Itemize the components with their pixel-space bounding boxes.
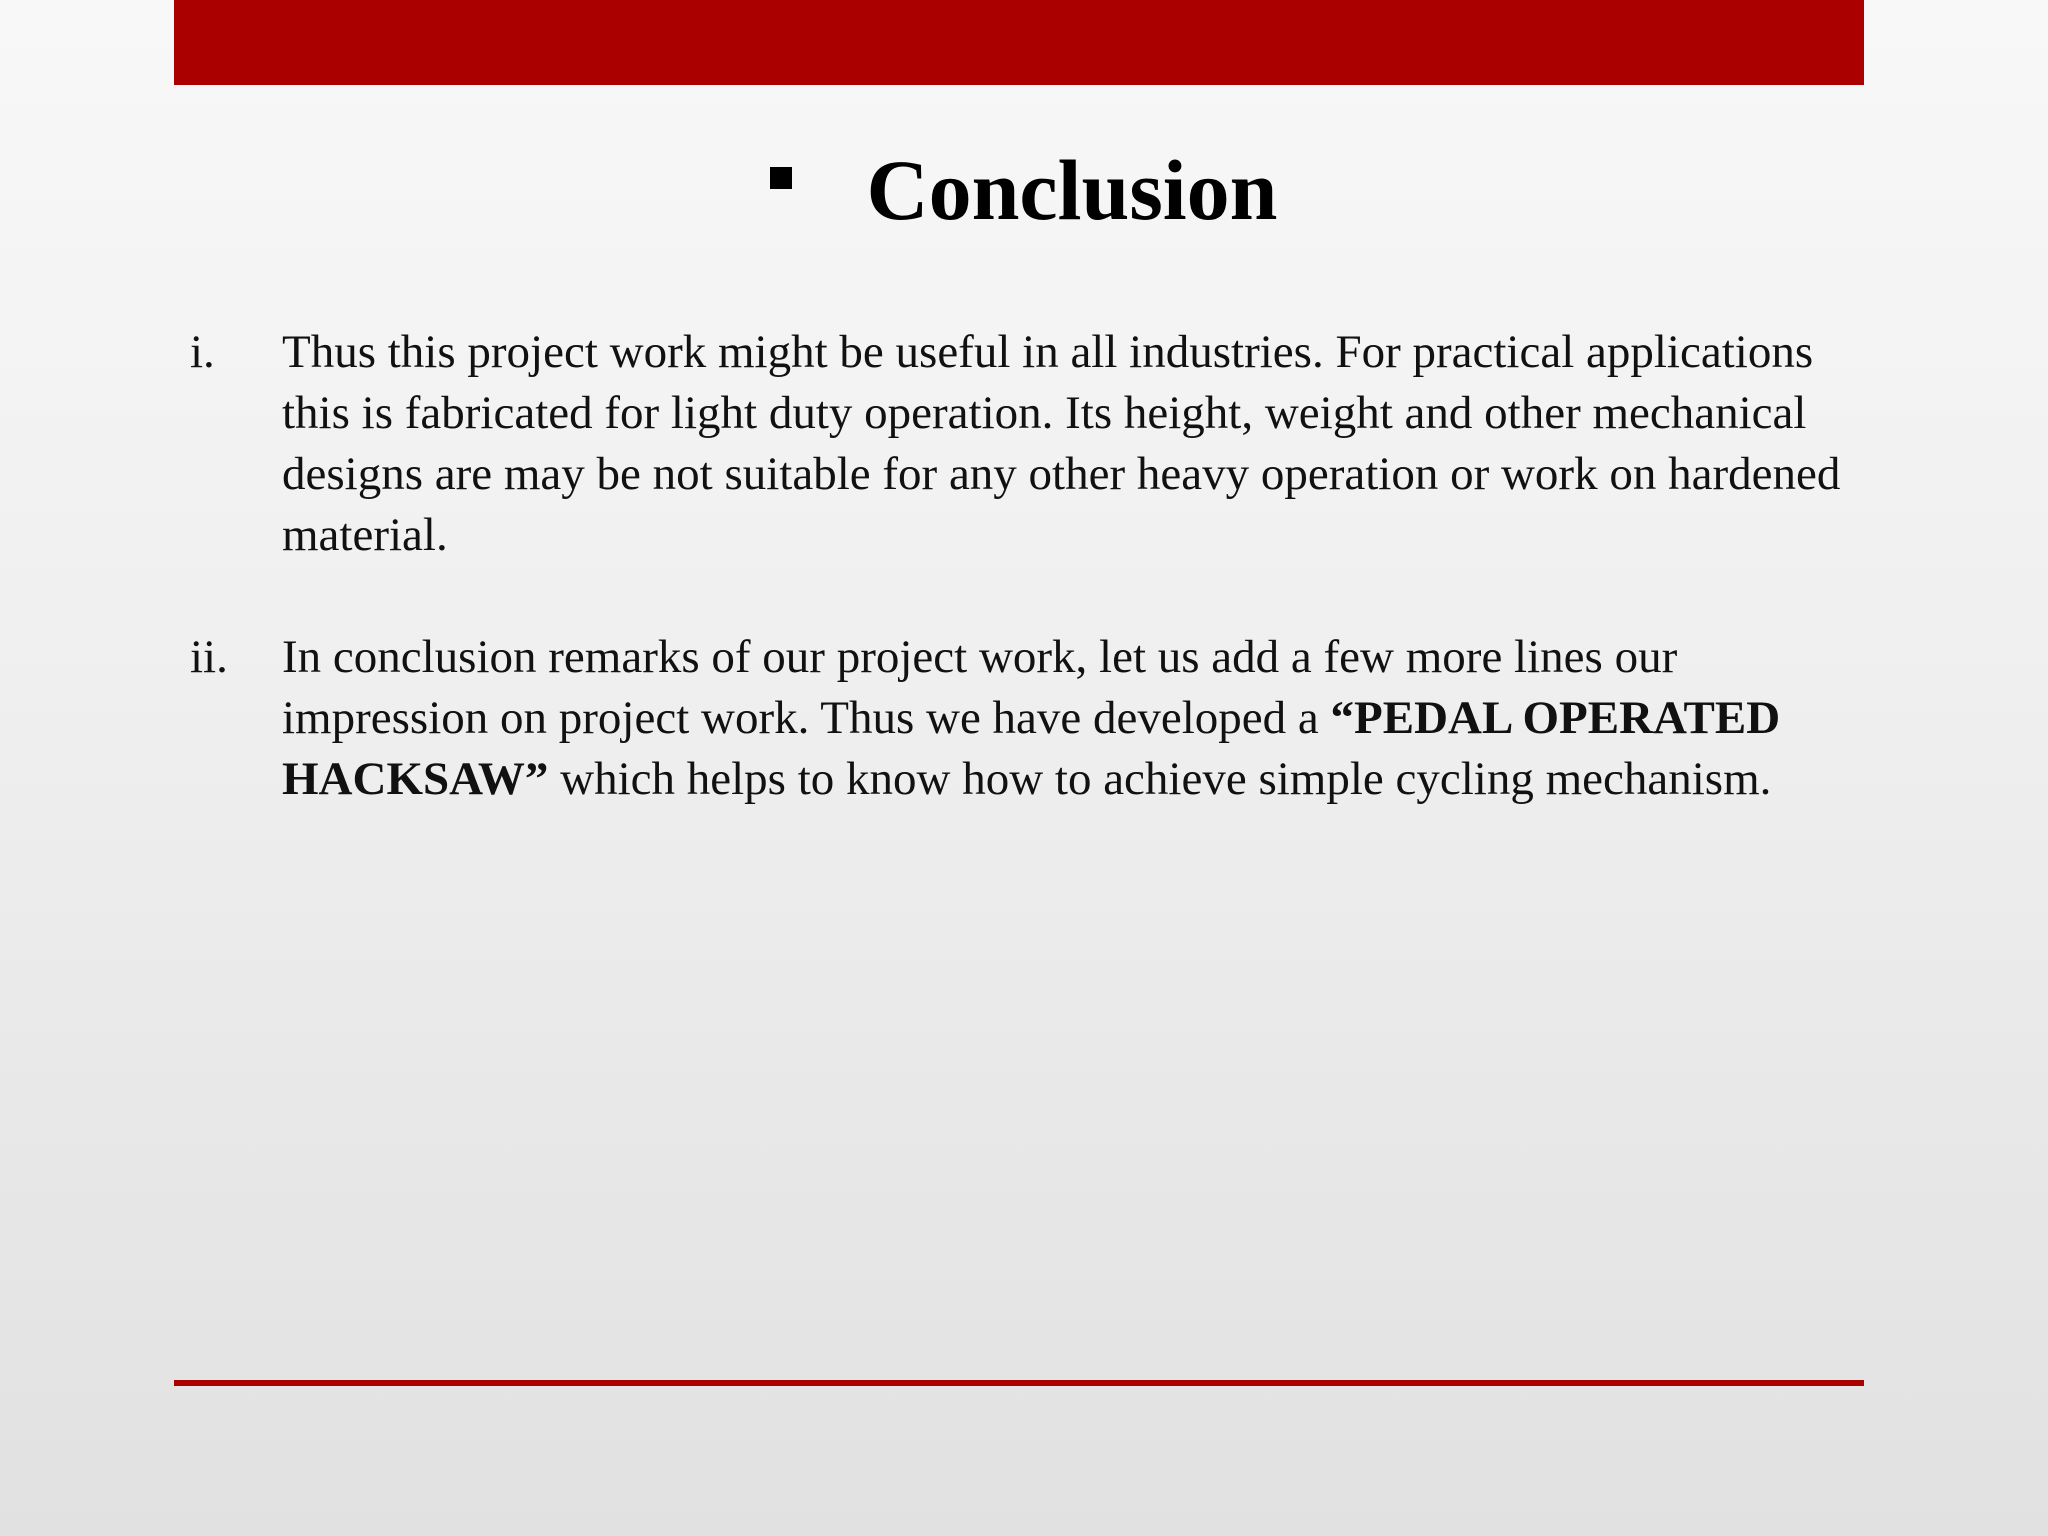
title-row	[0, 135, 2048, 245]
square-bullet-icon	[770, 167, 792, 189]
slide-title: Conclusion	[866, 142, 1278, 238]
project-name-emphasis: “PEDAL OPERATED HACKSAW”	[282, 692, 1781, 805]
list-item-text	[282, 627, 1870, 810]
list-item-text-after: which helps to know how to achieve simple cycling mechanism.	[548, 753, 1772, 805]
list-marker: ii.	[190, 631, 228, 683]
list-item	[190, 627, 1870, 810]
list-item-text-before: In conclusion remarks of our project work, let us add a few more lines our impression on project work. Thus we have developed a	[282, 631, 1678, 744]
list-marker: i.	[190, 326, 215, 378]
top-accent-bar	[174, 0, 1864, 85]
list-item-text: Thus this project work might be useful in all industries. For practical applications this is fabricated for light duty operation. Its height, weight and other mechanical designs are may be not suitable for any other heavy operation or work on hardened material.	[282, 326, 1841, 561]
conclusion-list	[190, 322, 1870, 871]
list-item	[190, 322, 1870, 566]
bottom-accent-rule	[174, 1380, 1864, 1386]
